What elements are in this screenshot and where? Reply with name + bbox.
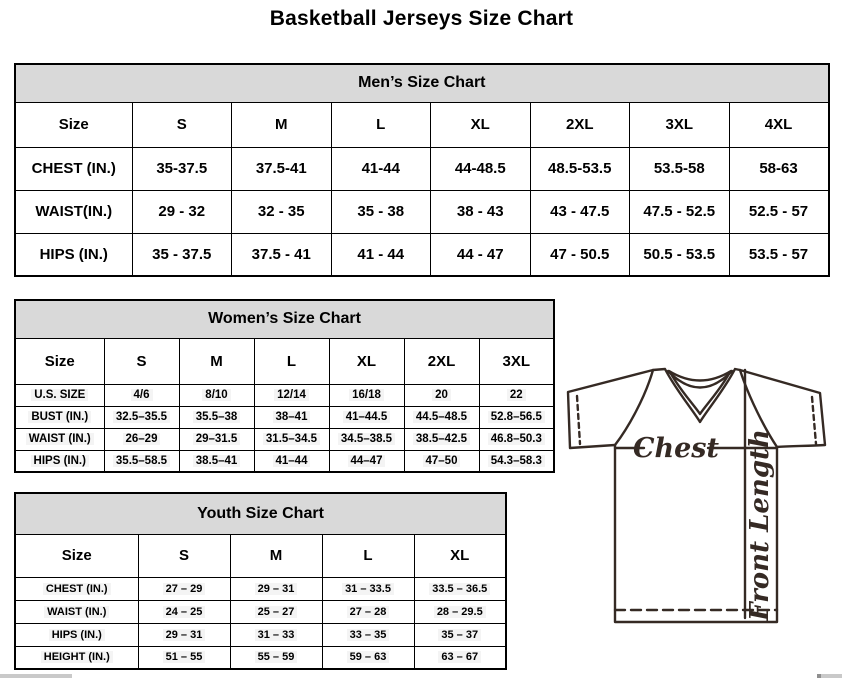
- column-header-cell: L: [254, 338, 329, 384]
- value-cell: [404, 428, 479, 450]
- column-header-row: [15, 102, 829, 147]
- row-label-cell: [15, 577, 138, 600]
- size-range-value: 35 - 38: [357, 203, 405, 220]
- value-cell: [530, 233, 630, 276]
- value-cell: [322, 577, 414, 600]
- table-row: [15, 406, 554, 428]
- size-range-value: 47 - 50.5: [550, 245, 610, 263]
- jersey-outline-icon: [556, 354, 843, 632]
- size-range-value: 53.5 - 57: [748, 245, 809, 263]
- size-range-value: 47.5 - 52.5: [643, 203, 716, 220]
- size-range-value: 22: [507, 389, 526, 401]
- row-label-cell: [15, 384, 104, 406]
- value-cell: [138, 646, 230, 669]
- value-cell: [179, 428, 254, 450]
- table-row: [15, 190, 829, 233]
- size-range-value: 52.5 - 57: [748, 203, 809, 220]
- column-header-cell: M: [232, 102, 332, 147]
- column-header-cell: 4XL: [729, 102, 829, 147]
- value-cell: [479, 450, 554, 472]
- value-cell: [104, 450, 179, 472]
- value-cell: [230, 577, 322, 600]
- table-title: Women’s Size Chart: [15, 300, 554, 338]
- size-range-value: 35 – 37: [438, 629, 481, 641]
- column-header-cell: S: [138, 534, 230, 577]
- jersey-measurement-diagram: [556, 354, 843, 632]
- size-range-value: 20: [432, 389, 451, 401]
- column-header-row: [15, 534, 506, 577]
- size-range-value: 25 – 27: [255, 606, 298, 618]
- size-range-value: 37.5-41: [255, 160, 307, 177]
- size-range-value: 12/14: [274, 389, 309, 401]
- value-cell: [331, 233, 431, 276]
- value-cell: [232, 190, 332, 233]
- value-cell: [729, 147, 829, 190]
- row-label-cell: [15, 646, 138, 669]
- size-range-value: 53.5-58: [653, 160, 705, 177]
- value-cell: [329, 450, 404, 472]
- size-range-value: 59 – 63: [347, 651, 390, 663]
- size-range-value: 44–47: [348, 455, 386, 467]
- value-cell: [254, 428, 329, 450]
- value-cell: [729, 190, 829, 233]
- column-header-row: [15, 338, 554, 384]
- size-range-value: 55 – 59: [255, 651, 298, 663]
- page-title: Basketball Jerseys Size Chart: [269, 7, 574, 30]
- column-header-cell: Size: [15, 338, 104, 384]
- row-label: HIPS (IN.): [49, 629, 105, 641]
- table-row: [15, 623, 506, 646]
- size-range-value: 54.3–58.3: [488, 455, 545, 467]
- value-cell: [322, 646, 414, 669]
- value-cell: [254, 450, 329, 472]
- size-range-value: 38–41: [273, 411, 311, 423]
- size-range-value: 29 - 32: [158, 203, 206, 220]
- row-label-cell: [15, 406, 104, 428]
- size-range-value: 41 - 44: [357, 245, 405, 263]
- size-range-value: 51 – 55: [163, 651, 206, 663]
- size-range-value: 29 – 31: [163, 629, 206, 641]
- value-cell: [479, 406, 554, 428]
- value-cell: [232, 147, 332, 190]
- value-cell: [431, 233, 531, 276]
- size-range-value: 29–31.5: [193, 433, 241, 445]
- size-range-value: 32.5–35.5: [113, 411, 170, 423]
- size-range-value: 48.5-53.5: [548, 160, 612, 177]
- value-cell: [132, 190, 232, 233]
- value-cell: [254, 384, 329, 406]
- row-label: U.S. SIZE: [31, 389, 88, 401]
- table-row: [15, 147, 829, 190]
- value-cell: [232, 233, 332, 276]
- value-cell: [254, 406, 329, 428]
- value-cell: [414, 577, 506, 600]
- size-range-value: 29 – 31: [255, 583, 298, 595]
- value-cell: [230, 600, 322, 623]
- size-range-value: 63 – 67: [438, 651, 481, 663]
- size-range-value: 31 – 33: [255, 629, 298, 641]
- value-cell: [104, 384, 179, 406]
- front-length-label: Front Length: [745, 429, 775, 621]
- size-range-value: 38.5–41: [193, 455, 241, 467]
- womens-size-chart-table: [14, 299, 555, 473]
- row-label: CHEST (IN.): [43, 583, 111, 595]
- column-header-cell: S: [132, 102, 232, 147]
- table-row: [15, 577, 506, 600]
- size-range-value: 47–50: [423, 455, 461, 467]
- value-cell: [322, 623, 414, 646]
- value-cell: [431, 147, 531, 190]
- size-range-value: 37.5 - 41: [251, 245, 311, 263]
- size-range-value: 35.5–38: [193, 411, 241, 423]
- size-range-value: 46.8–50.3: [488, 433, 545, 445]
- row-label-cell: [15, 450, 104, 472]
- value-cell: [431, 190, 531, 233]
- column-header-cell: XL: [414, 534, 506, 577]
- value-cell: [179, 450, 254, 472]
- size-range-value: 38 - 43: [456, 203, 504, 220]
- value-cell: [179, 406, 254, 428]
- table-row: [15, 384, 554, 406]
- row-label-cell: [15, 428, 104, 450]
- value-cell: [138, 623, 230, 646]
- value-cell: [138, 577, 230, 600]
- column-header-cell: L: [331, 102, 431, 147]
- row-label: BUST (IN.): [28, 411, 91, 423]
- value-cell: [132, 147, 232, 190]
- value-cell: [404, 406, 479, 428]
- column-header-cell: 3XL: [479, 338, 554, 384]
- row-label: HEIGHT (IN.): [41, 651, 113, 663]
- row-label: WAIST (IN.): [26, 433, 94, 445]
- value-cell: [530, 147, 630, 190]
- value-cell: [630, 190, 730, 233]
- value-cell: [414, 646, 506, 669]
- size-range-value: 44 - 47: [456, 245, 504, 263]
- size-range-value: 33 – 35: [347, 629, 390, 641]
- size-range-value: 28 – 29.5: [434, 606, 486, 618]
- size-range-value: 4/6: [131, 389, 153, 401]
- value-cell: [630, 233, 730, 276]
- value-cell: [179, 384, 254, 406]
- chest-label: Chest: [633, 433, 719, 464]
- column-header-cell: M: [179, 338, 254, 384]
- value-cell: [230, 623, 322, 646]
- row-label-cell: [15, 623, 138, 646]
- row-label-cell: [15, 190, 132, 233]
- size-range-value: 24 – 25: [163, 606, 206, 618]
- size-range-value: 33.5 – 36.5: [429, 583, 490, 595]
- value-cell: [630, 147, 730, 190]
- row-label: HIPS (IN.): [39, 245, 108, 263]
- value-cell: [530, 190, 630, 233]
- column-header-cell: Size: [15, 102, 132, 147]
- value-cell: [132, 233, 232, 276]
- size-range-value: 44.5–48.5: [413, 411, 470, 423]
- column-header-cell: L: [322, 534, 414, 577]
- horizontal-scrollbar-fragment-right[interactable]: [817, 674, 842, 678]
- column-header-cell: 3XL: [630, 102, 730, 147]
- size-range-value: 35.5–58.5: [113, 455, 170, 467]
- row-label-cell: [15, 600, 138, 623]
- size-range-value: 41–44: [273, 455, 311, 467]
- size-range-value: 34.5–38.5: [338, 433, 395, 445]
- value-cell: [138, 600, 230, 623]
- table-title: Men’s Size Chart: [15, 64, 829, 102]
- size-range-value: 27 – 28: [347, 606, 390, 618]
- size-range-value: 50.5 - 53.5: [643, 245, 716, 263]
- size-range-value: 41–44.5: [343, 411, 391, 423]
- table-row: [15, 233, 829, 276]
- size-range-value: 8/10: [202, 389, 230, 401]
- mens-size-chart-table: [14, 63, 830, 277]
- size-range-value: 27 – 29: [163, 583, 206, 595]
- size-range-value: 44-48.5: [454, 160, 506, 177]
- scrollbar-thumb-edge[interactable]: [817, 674, 821, 678]
- size-range-value: 31 – 33.5: [342, 583, 394, 595]
- column-header-cell: M: [230, 534, 322, 577]
- size-range-value: 35-37.5: [156, 160, 208, 177]
- value-cell: [104, 428, 179, 450]
- size-range-value: 38.5–42.5: [413, 433, 470, 445]
- column-header-cell: XL: [431, 102, 531, 147]
- size-range-value: 32 - 35: [257, 203, 305, 220]
- size-range-value: 31.5–34.5: [263, 433, 320, 445]
- value-cell: [404, 384, 479, 406]
- table-row: [15, 428, 554, 450]
- row-label-cell: [15, 147, 132, 190]
- column-header-cell: 2XL: [530, 102, 630, 147]
- column-header-cell: Size: [15, 534, 138, 577]
- size-range-value: 58-63: [759, 160, 798, 177]
- table-row: [15, 646, 506, 669]
- value-cell: [414, 600, 506, 623]
- table-title-row: [15, 64, 829, 102]
- value-cell: [729, 233, 829, 276]
- column-header-cell: S: [104, 338, 179, 384]
- horizontal-scrollbar-fragment-left[interactable]: [0, 674, 72, 678]
- row-label: WAIST (IN.): [44, 606, 109, 618]
- value-cell: [329, 406, 404, 428]
- value-cell: [479, 428, 554, 450]
- row-label-cell: [15, 233, 132, 276]
- column-header-cell: 2XL: [404, 338, 479, 384]
- table-title: Youth Size Chart: [15, 493, 506, 534]
- size-range-value: 43 - 47.5: [550, 203, 610, 220]
- table-title-row: [15, 493, 506, 534]
- value-cell: [329, 384, 404, 406]
- value-cell: [404, 450, 479, 472]
- value-cell: [331, 147, 431, 190]
- size-range-value: 26–29: [123, 433, 161, 445]
- table-title-row: [15, 300, 554, 338]
- value-cell: [414, 623, 506, 646]
- row-label: WAIST(IN.): [35, 203, 113, 220]
- column-header-cell: XL: [329, 338, 404, 384]
- value-cell: [322, 600, 414, 623]
- youth-size-chart-table: [14, 492, 507, 670]
- value-cell: [104, 406, 179, 428]
- value-cell: [479, 384, 554, 406]
- size-range-value: 35 - 37.5: [152, 245, 212, 263]
- value-cell: [230, 646, 322, 669]
- size-range-value: 16/18: [349, 389, 384, 401]
- table-row: [15, 600, 506, 623]
- value-cell: [329, 428, 404, 450]
- table-row: [15, 450, 554, 472]
- size-range-value: 52.8–56.5: [488, 411, 545, 423]
- row-label: HIPS (IN.): [31, 455, 89, 467]
- row-label: CHEST (IN.): [31, 160, 116, 177]
- value-cell: [331, 190, 431, 233]
- size-range-value: 41-44: [361, 160, 400, 177]
